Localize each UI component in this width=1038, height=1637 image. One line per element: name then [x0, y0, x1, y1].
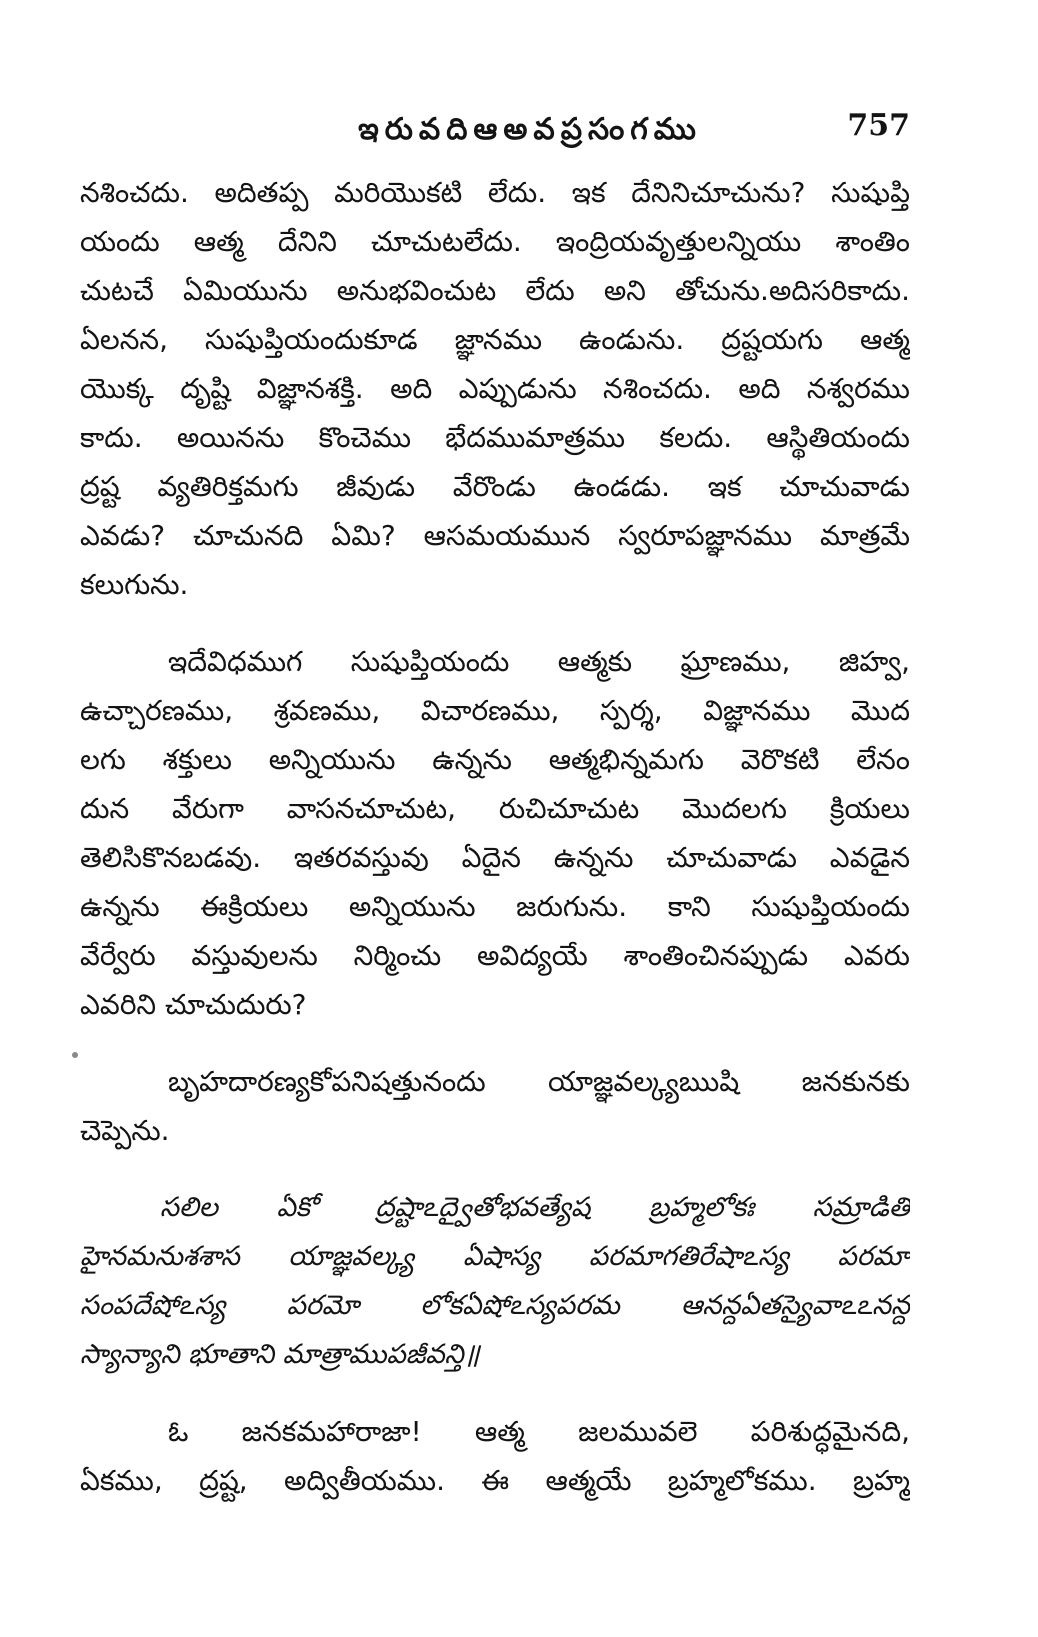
text-line: చుటచే ఏమియును అనుభవించుట లేదు అని తోచును.అదిసరికాదు.	[80, 274, 910, 307]
text-line: దున వేరుగా వాసనచూచుట, రుచిచూచుట మొదలగు క్రియలు	[80, 792, 910, 825]
paragraph-gap	[80, 1155, 910, 1183]
verse-line: సలిల ఏకో ద్రష్టాఽద్వైతోభవత్యేష బ్రహ్మలోకః సమ్రాడితి	[160, 1192, 910, 1223]
paragraph-4	[80, 1407, 910, 1505]
text-line: బృహదారణ్యకోపనిషత్తునందు యాజ్ఞవల్క్యఋషి జనకునకు	[168, 1065, 910, 1098]
running-head: ఇరువదిఆఅవప్రసంగము	[358, 112, 702, 147]
scan-speck	[72, 1052, 78, 1058]
text-line: ఏకము, ద్రష్ట, అద్వితీయము. ఈ ఆత్మయే బ్రహ్మలోకము. బ్రహ్మ	[80, 1464, 910, 1497]
text-line: వేర్వేరు వస్తువులను నిర్మించు అవిద్యయే శాంతించినప్పుడు ఎవరు	[80, 939, 910, 972]
paragraph-1	[80, 168, 910, 609]
text-line: ఓ జనకమహారాజా! ఆత్మ జలమువలె పరిశుద్ధమైనది,	[168, 1415, 910, 1448]
text-line: ఏలనన, సుషుప్తియందుకూడ జ్ఞానము ఉండును. ద్రష్టయగు ఆత్మ	[80, 323, 910, 356]
text-line: యొక్క దృష్టి విజ్ఞానశక్తి. అది ఎప్పుడును నశించదు. అది నశ్వరము	[80, 372, 910, 405]
text-line: నశించదు. అదితప్ప మరియొకటి లేదు. ఇక దేనినిచూచును? సుషుప్తి	[80, 176, 910, 209]
text-line: యందు ఆత్మ దేనిని చూచుటలేదు. ఇంద్రియవృత్తులన్నియు శాంతిం	[80, 225, 910, 258]
verse-line: స్యాన్యాని భూతాని మాత్రాముపజీవన్తి॥	[80, 1339, 480, 1370]
sanskrit-verse	[80, 1183, 910, 1379]
text-line: తెలిసికొనబడవు. ఇతరవస్తువు ఏదైన ఉన్నను చూచువాడు ఎవడైన	[80, 841, 910, 874]
paragraph-2	[80, 637, 910, 1029]
text-line: ద్రష్ట వ్యతిరిక్తమగు జీవుడు వేరొండు ఉండడు. ఇక చూచువాడు	[80, 470, 910, 503]
body-text	[80, 168, 910, 1505]
text-line: ఉచ్చారణము, శ్రవణము, విచారణము, స్పర్శ, విజ్ఞానము మొద	[80, 694, 910, 727]
text-line: ఉన్నను ఈక్రియలు అన్నియును జరుగును. కాని సుషుప్తియందు	[80, 890, 910, 923]
text-line: లగు శక్తులు అన్నియును ఉన్నను ఆత్మభిన్నమగు వెరొకటి లేనం	[80, 743, 910, 776]
paragraph-gap	[80, 1029, 910, 1057]
page-header	[80, 108, 910, 158]
page-number: 757	[847, 108, 910, 143]
text-line: ఎవడు? చూచునది ఏమి? ఆసమయమున స్వరూపజ్ఞానము మాత్రమే	[80, 519, 910, 552]
paragraph-gap	[80, 1379, 910, 1407]
text-line: చెప్పెను.	[80, 1114, 170, 1147]
text-line: ఎవరిని చూచుదురు?	[80, 988, 307, 1021]
text-line: కాదు. అయినను కొంచెము భేదముమాత్రము కలదు. ఆస్థితియందు	[80, 421, 910, 454]
text-line: ఇదేవిధముగ సుషుప్తియందు ఆత్మకు ఘ్రాణము, జిహ్వ,	[168, 645, 910, 678]
paragraph-3	[80, 1057, 910, 1155]
verse-line: సంపదేషోఽస్య పరమో లోకఏషోఽస్యపరమ ఆనన్దఏతస్యైవాఽఽనన్ద	[80, 1290, 910, 1321]
paragraph-gap	[80, 609, 910, 637]
text-line: కలుగును.	[80, 568, 189, 601]
verse-line: హైనమనుశశాస యాజ్ఞవల్క్య ఏషాస్య పరమాగతిరేషాఽస్య పరమా	[80, 1241, 910, 1272]
